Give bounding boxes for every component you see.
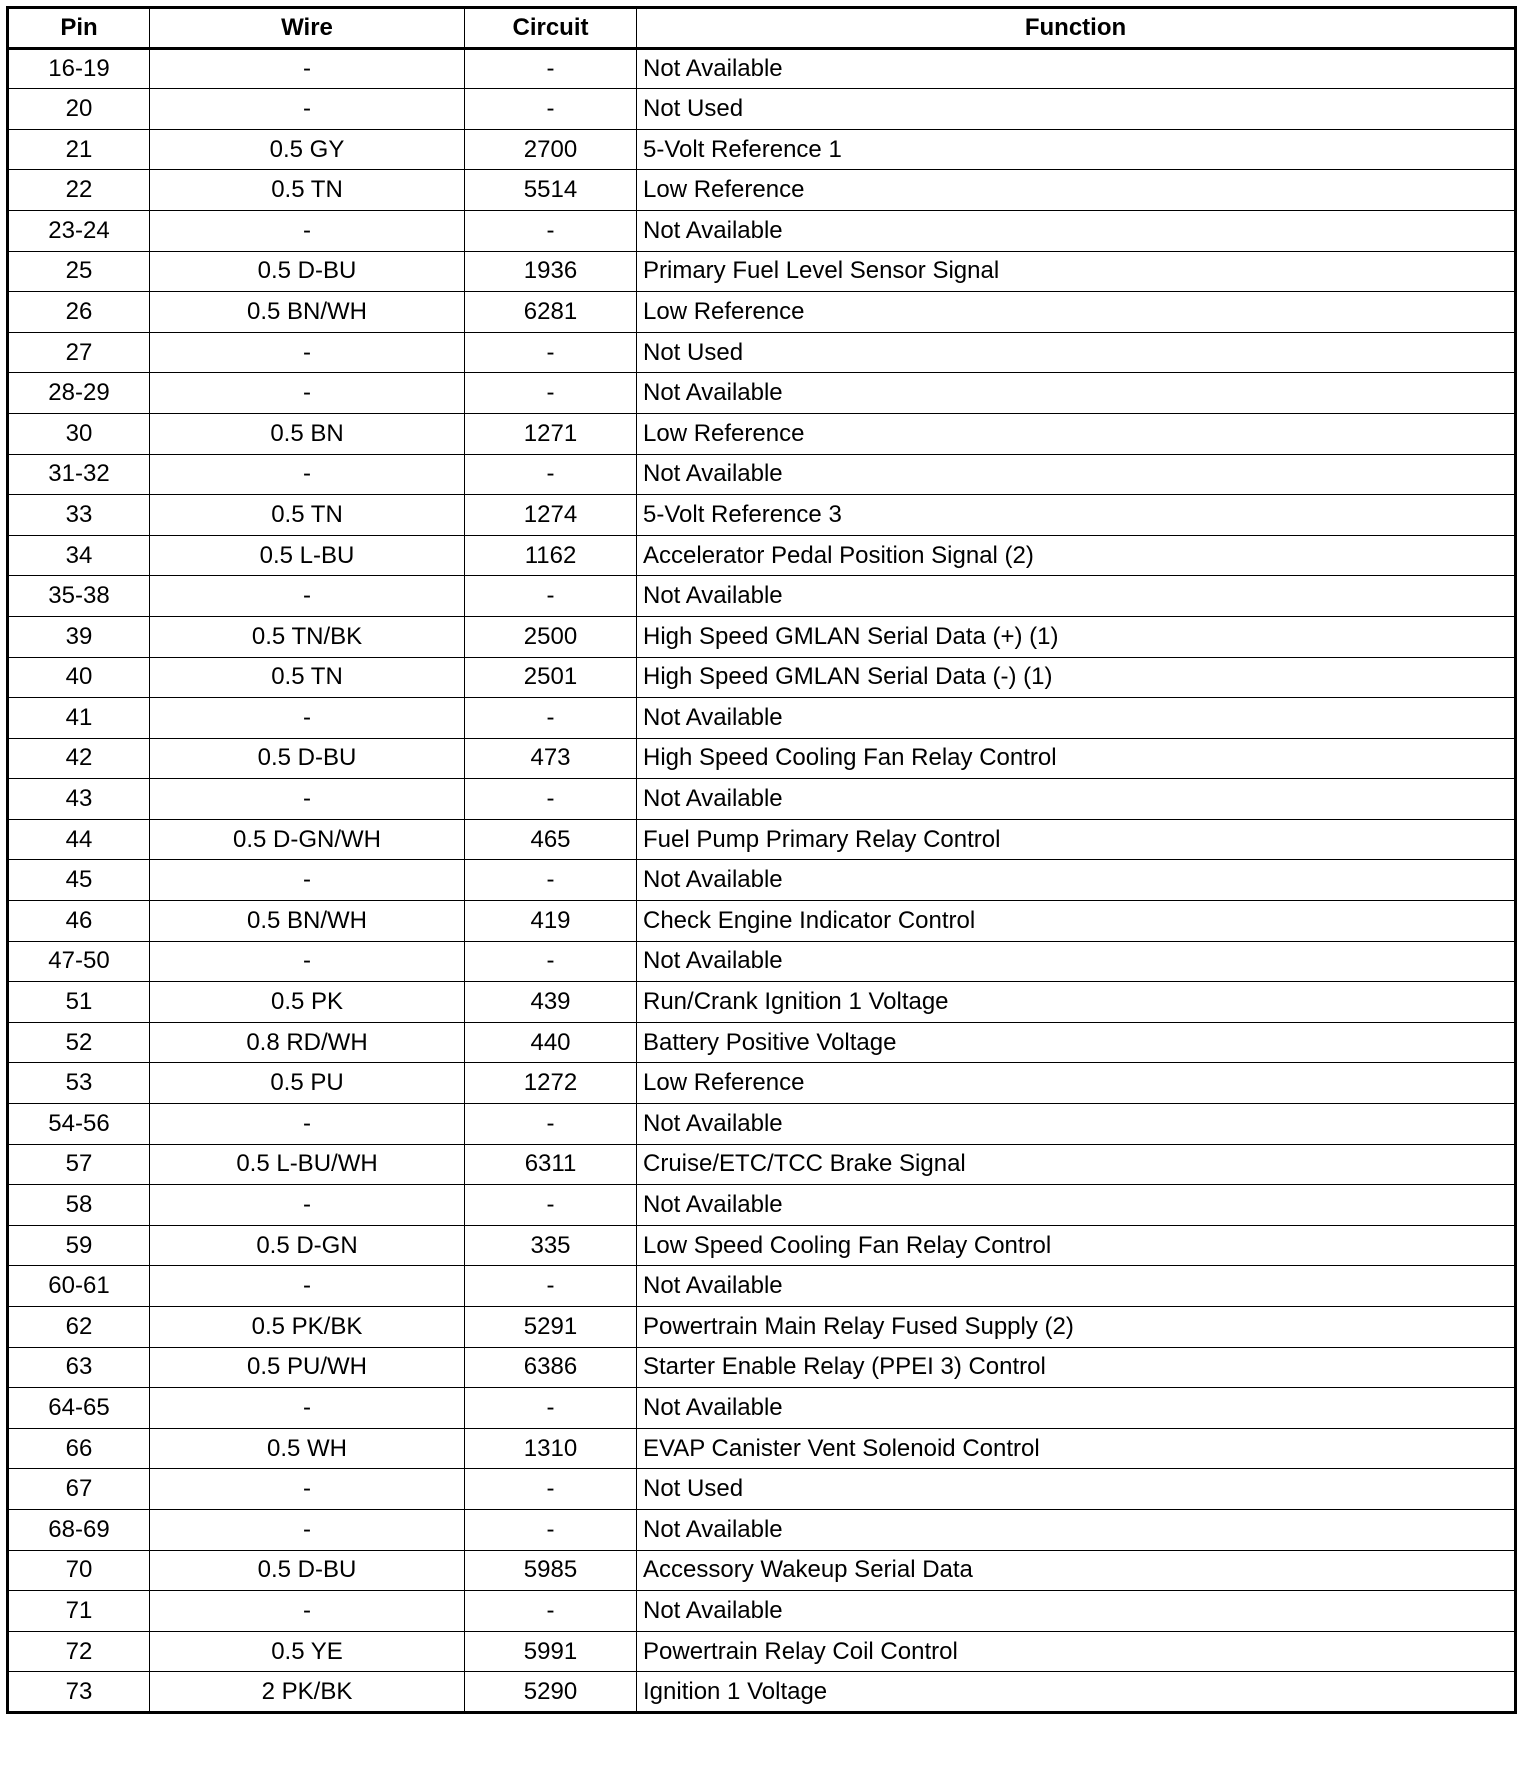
cell-circuit: 5514 xyxy=(465,170,637,211)
cell-function: Not Available xyxy=(637,1185,1516,1226)
table-row xyxy=(8,1550,1516,1591)
cell-wire: 0.5 TN xyxy=(150,495,465,536)
cell-wire: 0.5 WH xyxy=(150,1428,465,1469)
cell-pin: 44 xyxy=(8,819,150,860)
cell-circuit: - xyxy=(465,1185,637,1226)
cell-wire: 0.5 GY xyxy=(150,129,465,170)
cell-circuit: - xyxy=(465,576,637,617)
cell-pin: 45 xyxy=(8,860,150,901)
cell-pin: 22 xyxy=(8,170,150,211)
cell-pin: 25 xyxy=(8,251,150,292)
cell-pin: 42 xyxy=(8,738,150,779)
table-row xyxy=(8,1063,1516,1104)
cell-wire: 0.5 D-BU xyxy=(150,251,465,292)
cell-wire: 0.5 L-BU/WH xyxy=(150,1144,465,1185)
cell-wire: 0.5 BN xyxy=(150,413,465,454)
cell-circuit: - xyxy=(465,1266,637,1307)
cell-pin: 26 xyxy=(8,292,150,333)
cell-wire: 0.5 D-BU xyxy=(150,1550,465,1591)
cell-function: Not Available xyxy=(637,941,1516,982)
cell-pin: 53 xyxy=(8,1063,150,1104)
connector-pinout-table xyxy=(6,6,1517,1714)
cell-pin: 60-61 xyxy=(8,1266,150,1307)
cell-function: Not Used xyxy=(637,332,1516,373)
cell-circuit: - xyxy=(465,698,637,739)
cell-function: Not Available xyxy=(637,1266,1516,1307)
cell-function: Not Available xyxy=(637,698,1516,739)
cell-wire: 0.5 BN/WH xyxy=(150,292,465,333)
cell-wire: 0.8 RD/WH xyxy=(150,1022,465,1063)
cell-circuit: 473 xyxy=(465,738,637,779)
cell-circuit: 6386 xyxy=(465,1347,637,1388)
cell-function: Primary Fuel Level Sensor Signal xyxy=(637,251,1516,292)
cell-circuit: 419 xyxy=(465,901,637,942)
cell-circuit: - xyxy=(465,48,637,89)
cell-pin: 57 xyxy=(8,1144,150,1185)
table-row xyxy=(8,210,1516,251)
table-row xyxy=(8,819,1516,860)
cell-wire: - xyxy=(150,332,465,373)
cell-function: Not Available xyxy=(637,48,1516,89)
cell-circuit: - xyxy=(465,1469,637,1510)
cell-circuit: 1936 xyxy=(465,251,637,292)
cell-pin: 73 xyxy=(8,1672,150,1713)
cell-circuit: 440 xyxy=(465,1022,637,1063)
cell-function: Not Available xyxy=(637,1104,1516,1145)
cell-pin: 40 xyxy=(8,657,150,698)
table-row xyxy=(8,170,1516,211)
cell-wire: - xyxy=(150,1388,465,1429)
table-row xyxy=(8,698,1516,739)
cell-circuit: 439 xyxy=(465,982,637,1023)
cell-pin: 39 xyxy=(8,616,150,657)
cell-wire: - xyxy=(150,48,465,89)
cell-function: High Speed GMLAN Serial Data (+) (1) xyxy=(637,616,1516,657)
table-row xyxy=(8,941,1516,982)
cell-function: Accelerator Pedal Position Signal (2) xyxy=(637,535,1516,576)
cell-circuit: 5291 xyxy=(465,1307,637,1348)
cell-function: Not Available xyxy=(637,454,1516,495)
cell-wire: 0.5 D-GN xyxy=(150,1225,465,1266)
cell-circuit: - xyxy=(465,941,637,982)
cell-function: Not Available xyxy=(637,576,1516,617)
cell-wire: - xyxy=(150,941,465,982)
cell-wire: - xyxy=(150,1509,465,1550)
cell-pin: 72 xyxy=(8,1631,150,1672)
cell-function: EVAP Canister Vent Solenoid Control xyxy=(637,1428,1516,1469)
cell-function: Low Reference xyxy=(637,1063,1516,1104)
cell-circuit: 335 xyxy=(465,1225,637,1266)
cell-pin: 51 xyxy=(8,982,150,1023)
cell-wire: 0.5 YE xyxy=(150,1631,465,1672)
table-row xyxy=(8,1591,1516,1632)
cell-function: Low Reference xyxy=(637,170,1516,211)
cell-function: Not Available xyxy=(637,373,1516,414)
table-row xyxy=(8,1144,1516,1185)
cell-pin: 46 xyxy=(8,901,150,942)
cell-wire: 0.5 TN/BK xyxy=(150,616,465,657)
table-row xyxy=(8,413,1516,454)
cell-circuit: - xyxy=(465,1388,637,1429)
table-row xyxy=(8,860,1516,901)
cell-pin: 71 xyxy=(8,1591,150,1632)
cell-wire: - xyxy=(150,779,465,820)
cell-circuit: 465 xyxy=(465,819,637,860)
table-row xyxy=(8,576,1516,617)
cell-wire: 2 PK/BK xyxy=(150,1672,465,1713)
cell-pin: 21 xyxy=(8,129,150,170)
table-row xyxy=(8,535,1516,576)
cell-function: Cruise/ETC/TCC Brake Signal xyxy=(637,1144,1516,1185)
cell-pin: 34 xyxy=(8,535,150,576)
cell-circuit: 1274 xyxy=(465,495,637,536)
table-row xyxy=(8,1509,1516,1550)
cell-wire: - xyxy=(150,1591,465,1632)
table-row xyxy=(8,657,1516,698)
cell-circuit: 6311 xyxy=(465,1144,637,1185)
cell-circuit: - xyxy=(465,373,637,414)
cell-function: Battery Positive Voltage xyxy=(637,1022,1516,1063)
column-header-wire: Wire xyxy=(150,8,465,49)
cell-function: Powertrain Relay Coil Control xyxy=(637,1631,1516,1672)
cell-circuit: 1310 xyxy=(465,1428,637,1469)
cell-wire: - xyxy=(150,1469,465,1510)
cell-pin: 63 xyxy=(8,1347,150,1388)
cell-circuit: - xyxy=(465,1591,637,1632)
cell-circuit: 1272 xyxy=(465,1063,637,1104)
cell-wire: - xyxy=(150,698,465,739)
table-row xyxy=(8,738,1516,779)
cell-function: Not Available xyxy=(637,1388,1516,1429)
cell-circuit: - xyxy=(465,1509,637,1550)
cell-wire: - xyxy=(150,1185,465,1226)
cell-wire: 0.5 D-GN/WH xyxy=(150,819,465,860)
table-header-row xyxy=(8,8,1516,49)
cell-circuit: - xyxy=(465,210,637,251)
table-row xyxy=(8,1022,1516,1063)
cell-pin: 62 xyxy=(8,1307,150,1348)
cell-pin: 58 xyxy=(8,1185,150,1226)
cell-function: Ignition 1 Voltage xyxy=(637,1672,1516,1713)
cell-pin: 67 xyxy=(8,1469,150,1510)
cell-pin: 59 xyxy=(8,1225,150,1266)
cell-circuit: - xyxy=(465,332,637,373)
cell-wire: 0.5 L-BU xyxy=(150,535,465,576)
table-row xyxy=(8,1672,1516,1713)
cell-pin: 41 xyxy=(8,698,150,739)
cell-pin: 68-69 xyxy=(8,1509,150,1550)
cell-circuit: - xyxy=(465,454,637,495)
cell-function: 5-Volt Reference 3 xyxy=(637,495,1516,536)
table-row xyxy=(8,779,1516,820)
table-row xyxy=(8,1631,1516,1672)
cell-circuit: - xyxy=(465,1104,637,1145)
cell-function: Low Reference xyxy=(637,413,1516,454)
table-row xyxy=(8,616,1516,657)
cell-wire: - xyxy=(150,210,465,251)
cell-function: Not Available xyxy=(637,779,1516,820)
cell-circuit: 1162 xyxy=(465,535,637,576)
cell-pin: 20 xyxy=(8,89,150,130)
cell-wire: 0.5 PU xyxy=(150,1063,465,1104)
cell-pin: 52 xyxy=(8,1022,150,1063)
cell-circuit: 2500 xyxy=(465,616,637,657)
table-row xyxy=(8,251,1516,292)
table-row xyxy=(8,332,1516,373)
cell-wire: - xyxy=(150,1104,465,1145)
table-row xyxy=(8,1388,1516,1429)
table-row xyxy=(8,292,1516,333)
cell-wire: 0.5 PK xyxy=(150,982,465,1023)
table-row xyxy=(8,1185,1516,1226)
cell-wire: - xyxy=(150,860,465,901)
table-row xyxy=(8,1307,1516,1348)
cell-function: Check Engine Indicator Control xyxy=(637,901,1516,942)
cell-circuit: 2501 xyxy=(465,657,637,698)
cell-pin: 33 xyxy=(8,495,150,536)
cell-circuit: - xyxy=(465,89,637,130)
cell-function: High Speed GMLAN Serial Data (-) (1) xyxy=(637,657,1516,698)
cell-pin: 27 xyxy=(8,332,150,373)
cell-wire: 0.5 PU/WH xyxy=(150,1347,465,1388)
cell-pin: 16-19 xyxy=(8,48,150,89)
cell-wire: - xyxy=(150,454,465,495)
cell-circuit: - xyxy=(465,779,637,820)
cell-function: Accessory Wakeup Serial Data xyxy=(637,1550,1516,1591)
cell-circuit: 5985 xyxy=(465,1550,637,1591)
cell-function: Not Available xyxy=(637,1591,1516,1632)
cell-pin: 23-24 xyxy=(8,210,150,251)
cell-function: Not Used xyxy=(637,89,1516,130)
cell-function: High Speed Cooling Fan Relay Control xyxy=(637,738,1516,779)
cell-circuit: 5991 xyxy=(465,1631,637,1672)
cell-pin: 47-50 xyxy=(8,941,150,982)
cell-wire: 0.5 D-BU xyxy=(150,738,465,779)
cell-function: Not Available xyxy=(637,860,1516,901)
cell-pin: 31-32 xyxy=(8,454,150,495)
cell-pin: 70 xyxy=(8,1550,150,1591)
cell-function: 5-Volt Reference 1 xyxy=(637,129,1516,170)
cell-wire: 0.5 TN xyxy=(150,170,465,211)
cell-pin: 28-29 xyxy=(8,373,150,414)
table-row xyxy=(8,454,1516,495)
cell-function: Fuel Pump Primary Relay Control xyxy=(637,819,1516,860)
cell-wire: 0.5 PK/BK xyxy=(150,1307,465,1348)
cell-function: Starter Enable Relay (PPEI 3) Control xyxy=(637,1347,1516,1388)
cell-circuit: 2700 xyxy=(465,129,637,170)
table-row xyxy=(8,1104,1516,1145)
cell-function: Not Available xyxy=(637,1509,1516,1550)
cell-pin: 35-38 xyxy=(8,576,150,617)
table-row xyxy=(8,982,1516,1023)
table-row xyxy=(8,1428,1516,1469)
cell-circuit: - xyxy=(465,860,637,901)
cell-pin: 64-65 xyxy=(8,1388,150,1429)
table-row xyxy=(8,373,1516,414)
cell-wire: - xyxy=(150,1266,465,1307)
cell-circuit: 1271 xyxy=(465,413,637,454)
table-row xyxy=(8,1225,1516,1266)
column-header-pin: Pin xyxy=(8,8,150,49)
table-row xyxy=(8,901,1516,942)
cell-pin: 30 xyxy=(8,413,150,454)
table-row xyxy=(8,48,1516,89)
table-row xyxy=(8,1347,1516,1388)
column-header-function: Function xyxy=(637,8,1516,49)
cell-wire: 0.5 TN xyxy=(150,657,465,698)
table-row xyxy=(8,1266,1516,1307)
table-row xyxy=(8,129,1516,170)
cell-function: Not Available xyxy=(637,210,1516,251)
cell-pin: 43 xyxy=(8,779,150,820)
cell-function: Low Reference xyxy=(637,292,1516,333)
cell-wire: - xyxy=(150,89,465,130)
cell-function: Run/Crank Ignition 1 Voltage xyxy=(637,982,1516,1023)
cell-wire: - xyxy=(150,576,465,617)
cell-circuit: 6281 xyxy=(465,292,637,333)
cell-circuit: 5290 xyxy=(465,1672,637,1713)
table-row xyxy=(8,89,1516,130)
cell-wire: 0.5 BN/WH xyxy=(150,901,465,942)
table-row xyxy=(8,495,1516,536)
table-body xyxy=(8,48,1516,1712)
cell-function: Not Used xyxy=(637,1469,1516,1510)
cell-pin: 66 xyxy=(8,1428,150,1469)
column-header-circuit: Circuit xyxy=(465,8,637,49)
table-row xyxy=(8,1469,1516,1510)
cell-pin: 54-56 xyxy=(8,1104,150,1145)
cell-function: Low Speed Cooling Fan Relay Control xyxy=(637,1225,1516,1266)
cell-function: Powertrain Main Relay Fused Supply (2) xyxy=(637,1307,1516,1348)
cell-wire: - xyxy=(150,373,465,414)
